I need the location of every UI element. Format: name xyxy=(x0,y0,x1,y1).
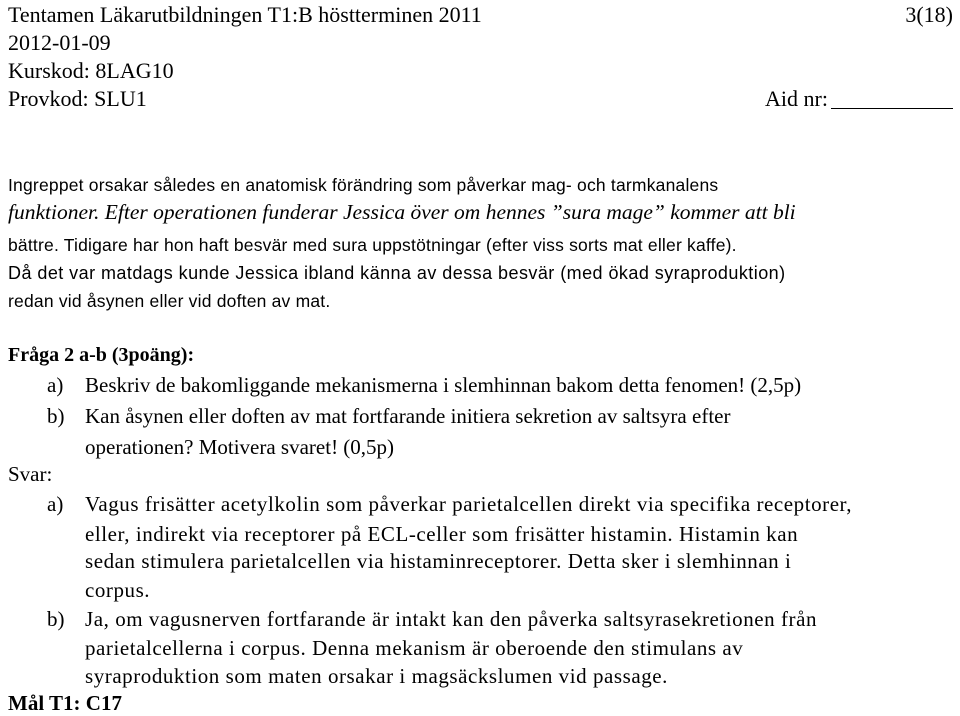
exam-title: Tentamen Läkarutbildningen T1:B höstterminen 2011 xyxy=(8,2,482,27)
intro-line-5: redan vid åsynen eller vid doften av mat. xyxy=(8,291,331,311)
answer-a-line-1: Vagus frisätter acetylkolin som påverkar parietalcellen direkt via specifika receptorer, xyxy=(85,492,853,516)
aid-number-field xyxy=(765,85,953,113)
intro-line-2: funktioner. Efter operationen funderar Jessica över om hennes ”sura mage” kommer att bli xyxy=(8,200,796,224)
answer-b-line-3: syraproduktion som maten orsakar i magsäckslumen vid passage. xyxy=(85,664,668,688)
answer-label: Svar: xyxy=(8,462,53,486)
intro-line-1: Ingreppet orsakar således en anatomisk förändring som påverkar mag- och tarmkanalens xyxy=(8,175,719,195)
answer-a-line-3: sedan stimulera parietalcellen via histaminreceptorer. Detta sker i slemhinnan i xyxy=(85,549,792,573)
answer-a-line-4: corpus. xyxy=(85,578,151,602)
answer-b-line-2: parietalcellerna i corpus. Denna mekanism är oberoende den stimulans av xyxy=(85,636,744,660)
question-a-text: Beskriv de bakomliggande mekanismerna i slemhinnan bakom detta fenomen! (2,5p) xyxy=(85,373,802,397)
page-number: 3(18) xyxy=(905,2,953,27)
learning-goal: Mål T1: C17 xyxy=(8,691,122,715)
question-b-line-1: Kan åsynen eller doften av mat fortfarande initiera sekretion av saltsyra efter xyxy=(85,404,731,428)
aid-number-blank xyxy=(831,88,953,109)
answer-a-marker: a) xyxy=(47,492,64,516)
aid-number-label: Aid nr: xyxy=(765,86,828,111)
question-a-marker: a) xyxy=(47,373,64,397)
answer-b-marker: b) xyxy=(47,607,65,631)
answer-b-line-1: Ja, om vagusnerven fortfarande är intakt kan den påverka saltsyrasekretionen från xyxy=(85,607,818,631)
test-code: Provkod: SLU1 xyxy=(8,86,147,111)
question-heading: Fråga 2 a-b (3poäng): xyxy=(8,344,195,366)
exam-date: 2012-01-09 xyxy=(8,30,111,55)
question-b-marker: b) xyxy=(47,404,65,428)
course-code: Kurskod: 8LAG10 xyxy=(8,58,174,83)
answer-a-line-2: eller, indirekt via receptorer på ECL-celler som frisätter histamin. Histamin kan xyxy=(85,522,799,546)
intro-line-4: Då det var matdags kunde Jessica ibland känna av dessa besvär (med ökad syraproduktion) xyxy=(8,263,786,283)
intro-line-3: bättre. Tidigare har hon haft besvär med sura uppstötningar (efter viss sorts mat eller kaffe). xyxy=(8,235,737,255)
question-b-line-2: operationen? Motivera svaret! (0,5p) xyxy=(85,435,395,459)
